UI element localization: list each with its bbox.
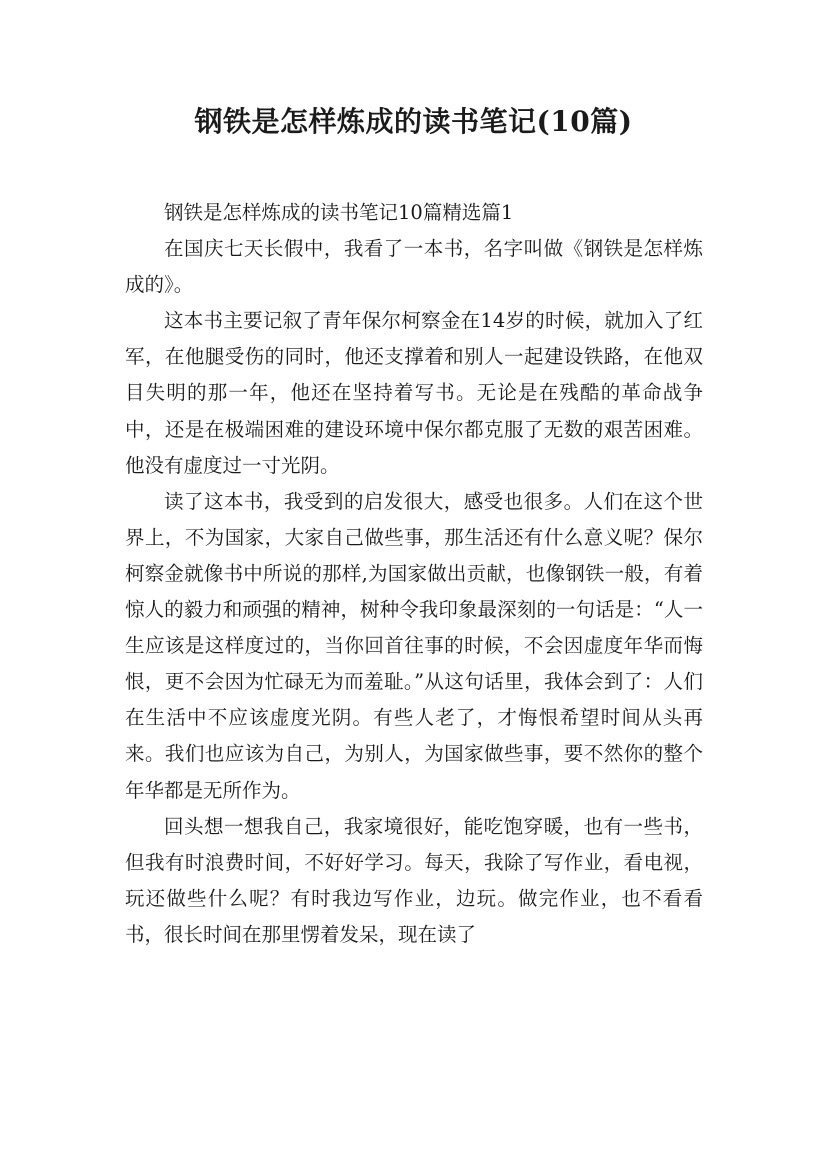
paragraph: 这本书主要记叙了青年保尔柯察金在14岁的时候，就加入了红军，在他腿受伤的同时，他还支撑着和别人一起建设铁路，在他双目失明的那一年，他还在坚持着写书。无论是在残酷的革命战争中，还是在极端困难的建设环境中保尔都克服了无数的艰苦困难。他没有虚度过一寸光阴。 (125, 309, 703, 477)
paragraph: 在国庆七天长假中，我看了一本书，名字叫做《钢铁是怎样炼成的》。 (125, 237, 703, 297)
document-title: 钢铁是怎样炼成的读书笔记(10篇) (194, 105, 633, 138)
paragraph: 回头想一想我自己，我家境很好，能吃饱穿暖，也有一些书，但我有时浪费时间，不好好学习。每天，我除了写作业，看电视，玩还做些什么呢？有时我边写作业，边玩。做完作业，也不看看书，很长时间在那里愣着发呆，现在读了 (125, 814, 703, 946)
section-heading: 钢铁是怎样炼成的读书笔记10篇精选篇1 (164, 201, 514, 224)
document-body (125, 195, 703, 953)
paragraph: 读了这本书，我受到的启发很大，感受也很多。人们在这个世界上，不为国家，大家自己做些事，那生活还有什么意义呢？保尔柯察金就像书中所说的那样,为国家做出贡献，也像钢铁一般，有着惊人的毅力和顽强的精神，树种令我印象最深刻的一句话是：“人一生应该是这样度过的，当你回首往事的时候，不会因虚度年华而悔恨，更不会因为忙碌无为而羞耻。”从这句话里，我体会到了：人们在生活中不应该虚度光阴。有些人老了，才悔恨希望时间从头再来。我们也应该为自己，为别人，为国家做些事，要不然你的整个年华都是无所作为。 (125, 489, 703, 802)
